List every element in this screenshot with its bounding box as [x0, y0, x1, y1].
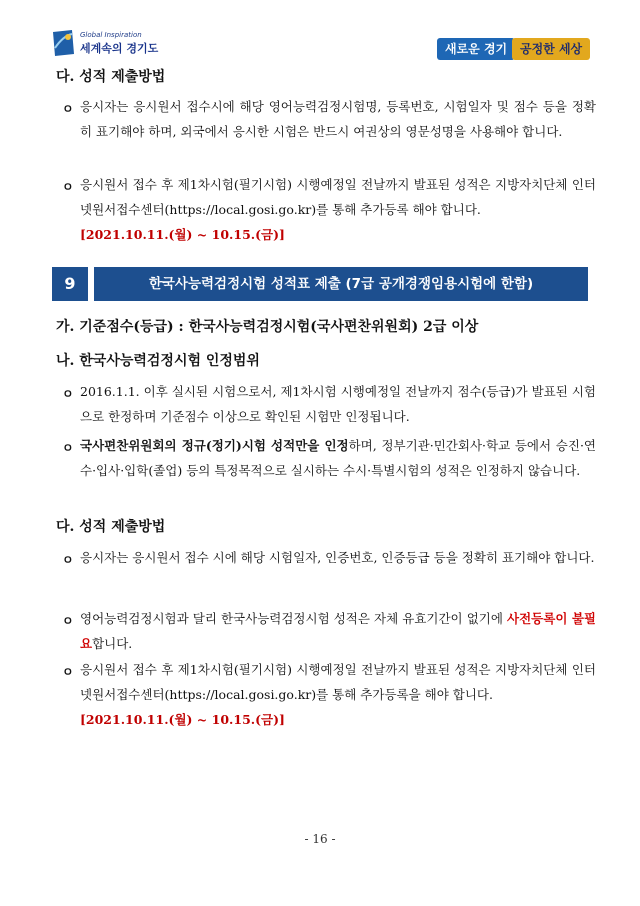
paragraph: 응시자는 응시원서 접수시에 해당 영어능력검정시험명, 등록번호, 시험일자 및 점수 등을 정확히 표기해야 하며, 외국에서 응시한 시험은 반드시 여권상의 영문성명을 사용해야 합니다.	[80, 99, 596, 139]
page-number: - 16 -	[304, 832, 336, 846]
paragraph	[80, 172, 596, 247]
logo-text: 세계속의 경기도	[80, 42, 159, 55]
section-number: 9	[52, 267, 88, 301]
bullet-icon: ㅇ	[62, 614, 74, 628]
paragraph-text: 응시원서 접수 후 제1차시험(필기시험) 시행예정일 전날까지 발표된 성적은 지방자치단체 인터넷원서접수센터(https://local.gosi.go.kr)를 통해 추가등록 해야 합니다.	[80, 177, 596, 217]
paragraph-text: 응시원서 접수 후 제1차시험(필기시험) 시행예정일 전날까지 발표된 성적은 지방자치단체 인터넷원서접수센터(https://local.gosi.go.kr)를 통해 추가등록을 해야 합니다.	[80, 662, 596, 702]
bullet-icon: ㅇ	[62, 665, 74, 679]
date-range: [2021.10.11.(월) ~ 10.15.(금)]	[80, 227, 285, 242]
paragraph-text: 영어능력검정시험과 달리 한국사능력검정시험 성적은 자체 유효기간이 없기에	[80, 611, 508, 626]
logo-tagline: Global Inspiration	[80, 31, 142, 39]
slogan-badge-fair: 공정한 세상	[512, 38, 590, 60]
criteria-heading: 가. 기준점수(등급) : 한국사능력검정시험(국사편찬위원회) 2급 이상	[56, 319, 479, 335]
logo-emblem-icon	[50, 28, 76, 58]
scope-heading: 나. 한국사능력검정시험 인정범위	[56, 353, 260, 369]
paragraph	[80, 433, 596, 483]
date-range: [2021.10.11.(월) ~ 10.15.(금)]	[80, 712, 285, 727]
bullet-icon: ㅇ	[62, 441, 74, 455]
bullet-icon: ㅇ	[62, 387, 74, 401]
paragraph	[80, 606, 596, 656]
bullet-icon: ㅇ	[62, 102, 74, 116]
gyeonggi-logo	[50, 28, 170, 62]
paragraph	[80, 657, 596, 732]
section-heading: 다. 성적 제출방법	[56, 69, 166, 85]
bullet-icon: ㅇ	[62, 180, 74, 194]
paragraph: 2016.1.1. 이후 실시된 시험으로서, 제1차시험 시행예정일 전날까지 점수(등급)가 발표된 시험으로 한정하며 기준점수 이상으로 확인된 시험만 인정됩니다.	[80, 384, 596, 424]
slogan-badge-new: 새로운 경기	[437, 38, 515, 60]
emphasis-text: 국사편찬위원회의 정규(정기)시험 성적만을 인정	[80, 438, 349, 453]
paragraph: 응시자는 응시원서 접수 시에 해당 시험일자, 인증번호, 인증등급 등을 정확히 표기해야 합니다.	[80, 550, 595, 565]
bullet-icon: ㅇ	[62, 553, 74, 567]
paragraph-text: 하며, 정부기관·민간회사·학교 등에서 승진·연수·입사·입학(졸업) 등의 특정목적으로 실시하는 수시·특별시험의 성적은 인정하지 않습니다.	[80, 438, 596, 478]
submission-heading: 다. 성적 제출방법	[56, 519, 166, 535]
highlight-text: 사전등록이 불필요	[80, 611, 596, 651]
paragraph-text: 합니다.	[92, 636, 133, 651]
section-title: 한국사능력검정시험 성적표 제출 (7급 공개경쟁임용시험에 한함)	[94, 267, 588, 301]
